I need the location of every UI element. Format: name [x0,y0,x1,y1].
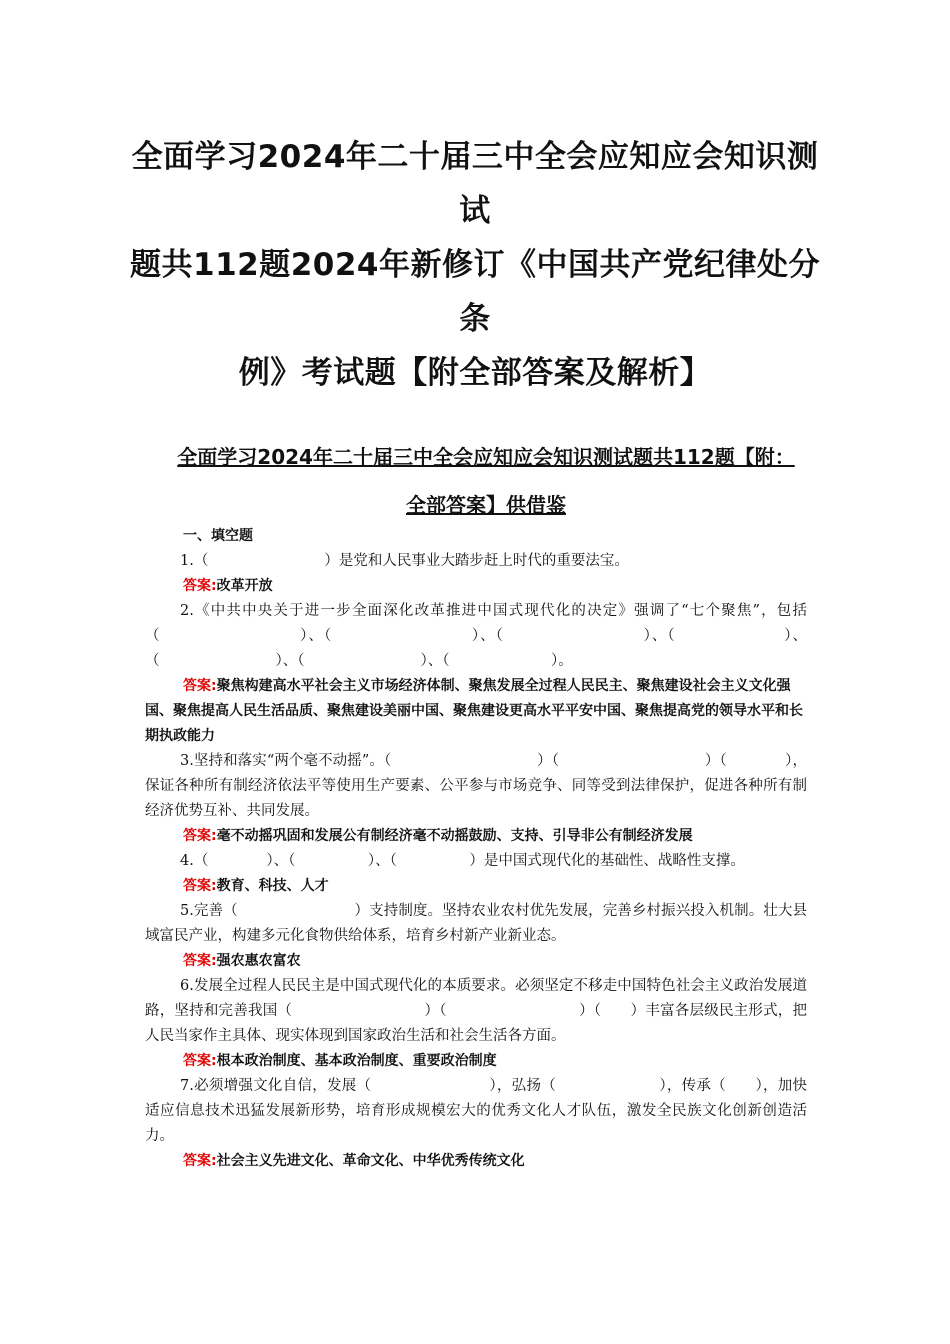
subtitle-line: 全面学习2024年二十届三中全会应知应会知识测试题共112题【附： [177,445,795,469]
section-heading: 一、填空题 [183,528,253,544]
answer-text: 聚焦构建高水平社会主义市场经济体制、聚焦发展全过程人民民主、聚焦建设社会主义文化强国、聚焦提高人民生活品质、聚焦建设美丽中国、聚焦建设更高水平平安中国、聚焦提高党的领导水平和长期执政能力 [145,678,803,744]
question-text: 4.（ ）、（ ）、（ ）是中国式现代化的基础性、战略性支撑。 [180,853,745,869]
subtitle-line: 全部答案】供借鉴 [406,493,566,517]
answer-line [145,1049,807,1074]
title-line: 全面学习2024年二十届三中全会应知应会知识测试 [131,139,819,229]
answer-line [145,874,807,899]
answer-text: 教育、科技、人才 [216,878,329,894]
answer-label: 答案: [183,828,217,844]
title-line: 例》考试题【附全部答案及解析】 [238,355,712,391]
answer-line [145,824,807,849]
answer-label: 答案: [183,878,217,894]
question-text: 1.（ ）是党和人民事业大踏步赶上时代的重要法宝。 [180,553,629,569]
answer-text: 毫不动摇巩固和发展公有制经济毫不动摇鼓励、支持、引导非公有制经济发展 [216,828,693,844]
subtitle [145,433,827,529]
answer-text: 改革开放 [216,578,273,594]
document-title [120,130,830,400]
answer-label: 答案: [183,1153,217,1169]
answer-text: 根本政治制度、基本政治制度、重要政治制度 [216,1053,497,1069]
answer-line [145,574,807,599]
answer-text: 社会主义先进文化、革命文化、中华优秀传统文化 [216,1153,525,1169]
answer-label: 答案: [183,678,217,694]
question-text: 3.坚持和落实“两个毫不动摇”。（ ）（ ）（ ），保证各种所有制经济依法平等使用生产要素、公平参与市场竞争、同等受到法律保护，促进各种所有制经济优势互补、共同发展。 [145,753,807,819]
title-line: 题共112题2024年新修订《中国共产党纪律处分条 [130,247,820,337]
answer-label: 答案: [183,953,217,969]
answer-line [145,949,807,974]
question-text: 5.完善（ ）支持制度。坚持农业农村优先发展，完善乡村振兴投入机制。壮大县域富民产业，构建多元化食物供给体系，培育乡村新产业新业态。 [145,903,807,944]
answer-text: 强农惠农富农 [216,953,301,969]
question-text: 7.必须增强文化自信，发展（ ），弘扬（ ），传承（ ），加快适应信息技术迅猛发展新形势，培育形成规模宏大的优秀文化人才队伍，激发全民族文化创新创造活力。 [145,1078,807,1144]
question-text: 6.发展全过程人民民主是中国式现代化的本质要求。必须坚定不移走中国特色社会主义政治发展道路，坚持和完善我国（ ）（ ）（ ）丰富各层级民主形式，把人民当家作主具体、现实体现到国家政治生活和社会生活各方面。 [145,978,807,1044]
question-list [145,524,807,1174]
answer-label: 答案: [183,578,217,594]
answer-line [145,1149,807,1174]
question-text: 2.《中共中央关于进一步全面深化改革推进中国式现代化的决定》强调了“七个聚焦”，包括（ ）、（ ）、（ ）、（ ）、（ ）、（ ）、（ ）。 [145,603,807,669]
answer-label: 答案: [183,1053,217,1069]
answer-line [145,674,807,749]
